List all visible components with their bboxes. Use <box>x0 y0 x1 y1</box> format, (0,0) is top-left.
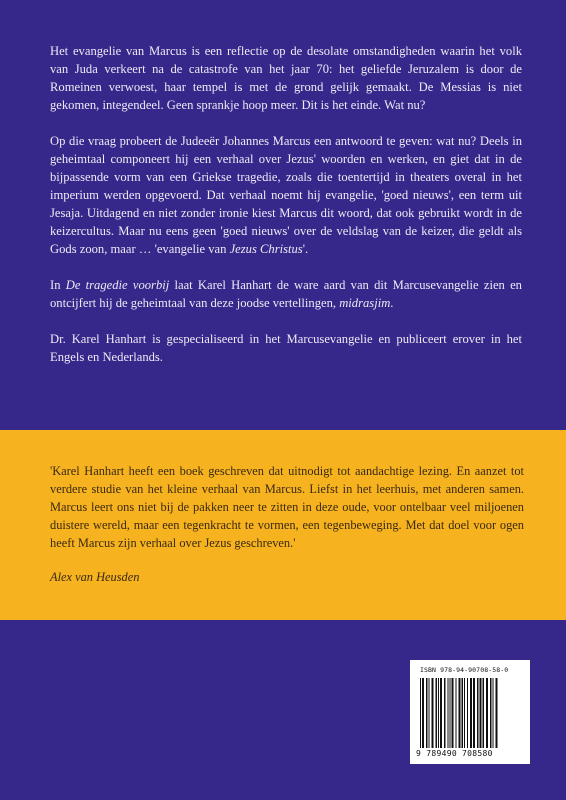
barcode-bar <box>464 678 465 748</box>
barcode-bar <box>459 678 461 748</box>
barcode-bar <box>422 678 424 748</box>
quote-block <box>50 462 524 602</box>
blurb-paragraph-3-mid: laat Karel Hanhart de ware aard van dit Marcusevangelie zien en ontcijfert hij de geheimtaal van deze joodse vertellingen, <box>50 278 522 310</box>
blurb-paragraph-2-italic: Jezus Christus <box>229 242 303 256</box>
barcode-bar <box>426 678 428 748</box>
barcode-bar <box>420 678 421 748</box>
blurb-paragraph-2 <box>50 132 522 258</box>
barcode-bar <box>483 678 485 748</box>
blurb-paragraph-1: Het evangelie van Marcus is een reflectie op de desolate omstandigheden waarin het volk van Juda verkeert na de catastrofe van het jaar 70: het geliefde Jeruzalem is door de Romeinen verwoest, haar tempel is met de grond gelijk gemaakt. De Messias is niet gekomen, integendeel. Geen sprankje hoop meer. Dit is het einde. Wat nu? <box>50 44 522 112</box>
isbn-barcode <box>410 660 530 764</box>
barcode-bar <box>477 678 479 748</box>
quote-band <box>0 430 566 620</box>
barcode-bar <box>444 678 446 748</box>
barcode-bar <box>480 678 482 748</box>
blurb-paragraph-3-italic: midrasjim <box>339 296 391 310</box>
barcode-bar <box>473 678 475 748</box>
barcode-bar <box>436 678 438 748</box>
blurb-paragraph-2-text: Op die vraag probeert de Judeeër Johannes Marcus een antwoord te geven: wat nu? Deels in geheimtaal componeert hij een verhaal over Jezus' woorden en werken, en giet dat in de bijpassende vorm van een Griekse tragedie, zoals die toentertijd in theaters overal in het imperium werden opgevoerd. Dat verhaal noemt hij evangelie, 'goed nieuws', een term uit Jesaja. Uitdagend en niet zonder ironie kiest Marcus dit woord, dat ook gebruikt wordt in de keizercultus. Maar nu eens geen 'goed nieuws' over de veldslag van de keizer, die geldt als Gods zoon, maar … 'evangelie van <box>50 134 522 256</box>
barcode-bar <box>448 678 449 748</box>
barcode-bar <box>486 678 488 748</box>
barcode-bar <box>467 678 468 748</box>
barcode-bar <box>493 678 494 748</box>
barcode-bar <box>452 678 454 748</box>
barcode-bar <box>496 678 498 748</box>
book-title-italic: De tragedie voorbij <box>65 278 170 292</box>
barcode-bar <box>462 678 464 748</box>
blurb-paragraph-2-end: '. <box>302 242 309 256</box>
barcode-bar <box>456 678 457 748</box>
blurb-paragraph-3-end: . <box>390 296 394 310</box>
barcode-bar <box>490 678 492 748</box>
barcode-bars <box>418 678 522 748</box>
quote-author: Alex van Heusden <box>50 570 140 584</box>
barcode-bar <box>470 678 472 748</box>
barcode-bar <box>432 678 434 748</box>
blurb-text <box>50 42 522 384</box>
barcode-bar <box>438 678 439 748</box>
barcode-bar <box>440 678 442 748</box>
quote-text: 'Karel Hanhart heeft een boek geschreven dat uitnodigt tot aandachtige lezing. En aanzet tot verdere studie van het kleine verhaal van Marcus. Liefst in het leerhuis, met anderen samen. Marcus leert ons niet bij de pakken neer te zitten in deze oude, voor ontelbaar veel miljoenen duistere wereld, maar een tegenkracht te vormen, een tegenbeweging. Met dat doel voor ogen heeft Marcus zijn verhaal over Jezus geschreven.' <box>50 464 524 550</box>
barcode-bar <box>429 678 430 748</box>
isbn-label: ISBN 978-94-90708-58-0 <box>420 666 509 674</box>
author-bio: Dr. Karel Hanhart is gespecialiseerd in het Marcusevangelie en publiceert erover in het Engels en Nederlands. <box>50 332 522 364</box>
blurb-paragraph-3 <box>50 276 522 312</box>
blurb-paragraph-3-start: In <box>50 278 66 292</box>
barcode-digits: 9 789490 708580 <box>416 749 493 758</box>
barcode-bar <box>450 678 451 748</box>
